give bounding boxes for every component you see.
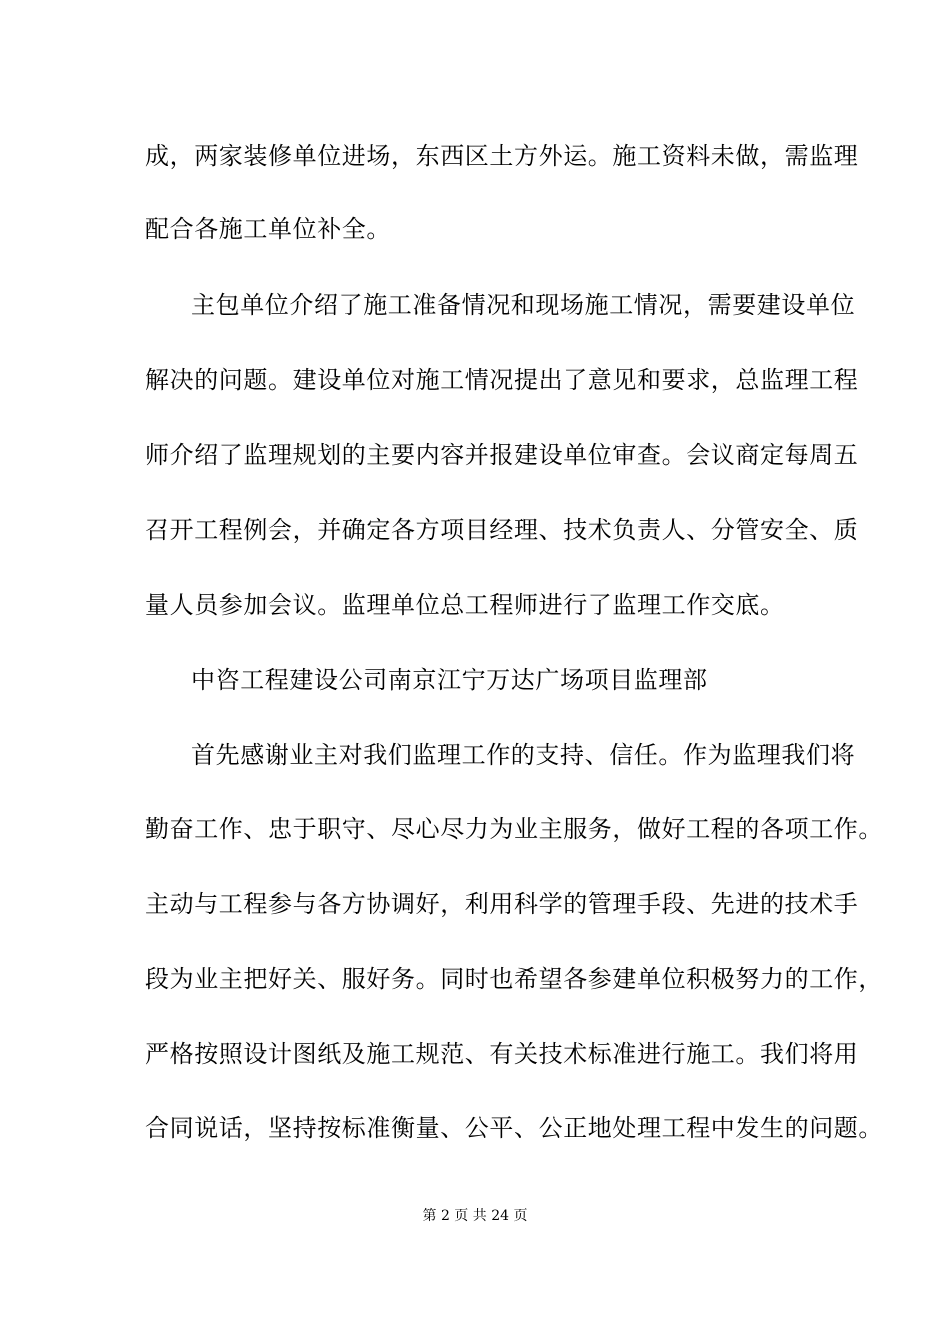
text-line-6: 召开工程例会，并确定各方项目经理、技术负责人、分管安全、质 (145, 516, 859, 544)
text-line-3: 主包单位介绍了施工准备情况和现场施工情况，需要建设单位 (191, 291, 856, 319)
text-line-5: 师介绍了监理规划的主要内容并报建设单位审查。会议商定每周五 (145, 441, 859, 469)
text-line-10: 勤奋工作、忠于职守、尽心尽力为业主服务，做好工程的各项工作。 (145, 815, 883, 843)
text-line-9: 首先感谢业主对我们监理工作的支持、信任。作为监理我们将 (191, 741, 856, 769)
text-line-8: 中咨工程建设公司南京江宁万达广场项目监理部 (191, 666, 708, 694)
text-line-7: 量人员参加会议。监理单位总工程师进行了监理工作交底。 (145, 591, 785, 619)
text-line-11: 主动与工程参与各方协调好，利用科学的管理手段、先进的技术手 (145, 890, 859, 918)
page-number-footer: 第 2 页 共 24 页 (422, 1208, 528, 1224)
text-line-2: 配合各施工单位补全。 (145, 215, 391, 243)
text-line-1: 成，两家装修单位进场，东西区土方外运。施工资料未做，需监理 (145, 142, 859, 170)
text-line-14: 合同说话，坚持按标准衡量、公平、公正地处理工程中发生的问题。 (145, 1114, 883, 1142)
text-line-12: 段为业主把好关、服好务。同时也希望各参建单位积极努力的工作， (145, 965, 883, 993)
text-line-4: 解决的问题。建设单位对施工情况提出了意见和要求，总监理工程 (145, 366, 859, 394)
text-line-13: 严格按照设计图纸及施工规范、有关技术标准进行施工。我们将用 (145, 1040, 859, 1068)
